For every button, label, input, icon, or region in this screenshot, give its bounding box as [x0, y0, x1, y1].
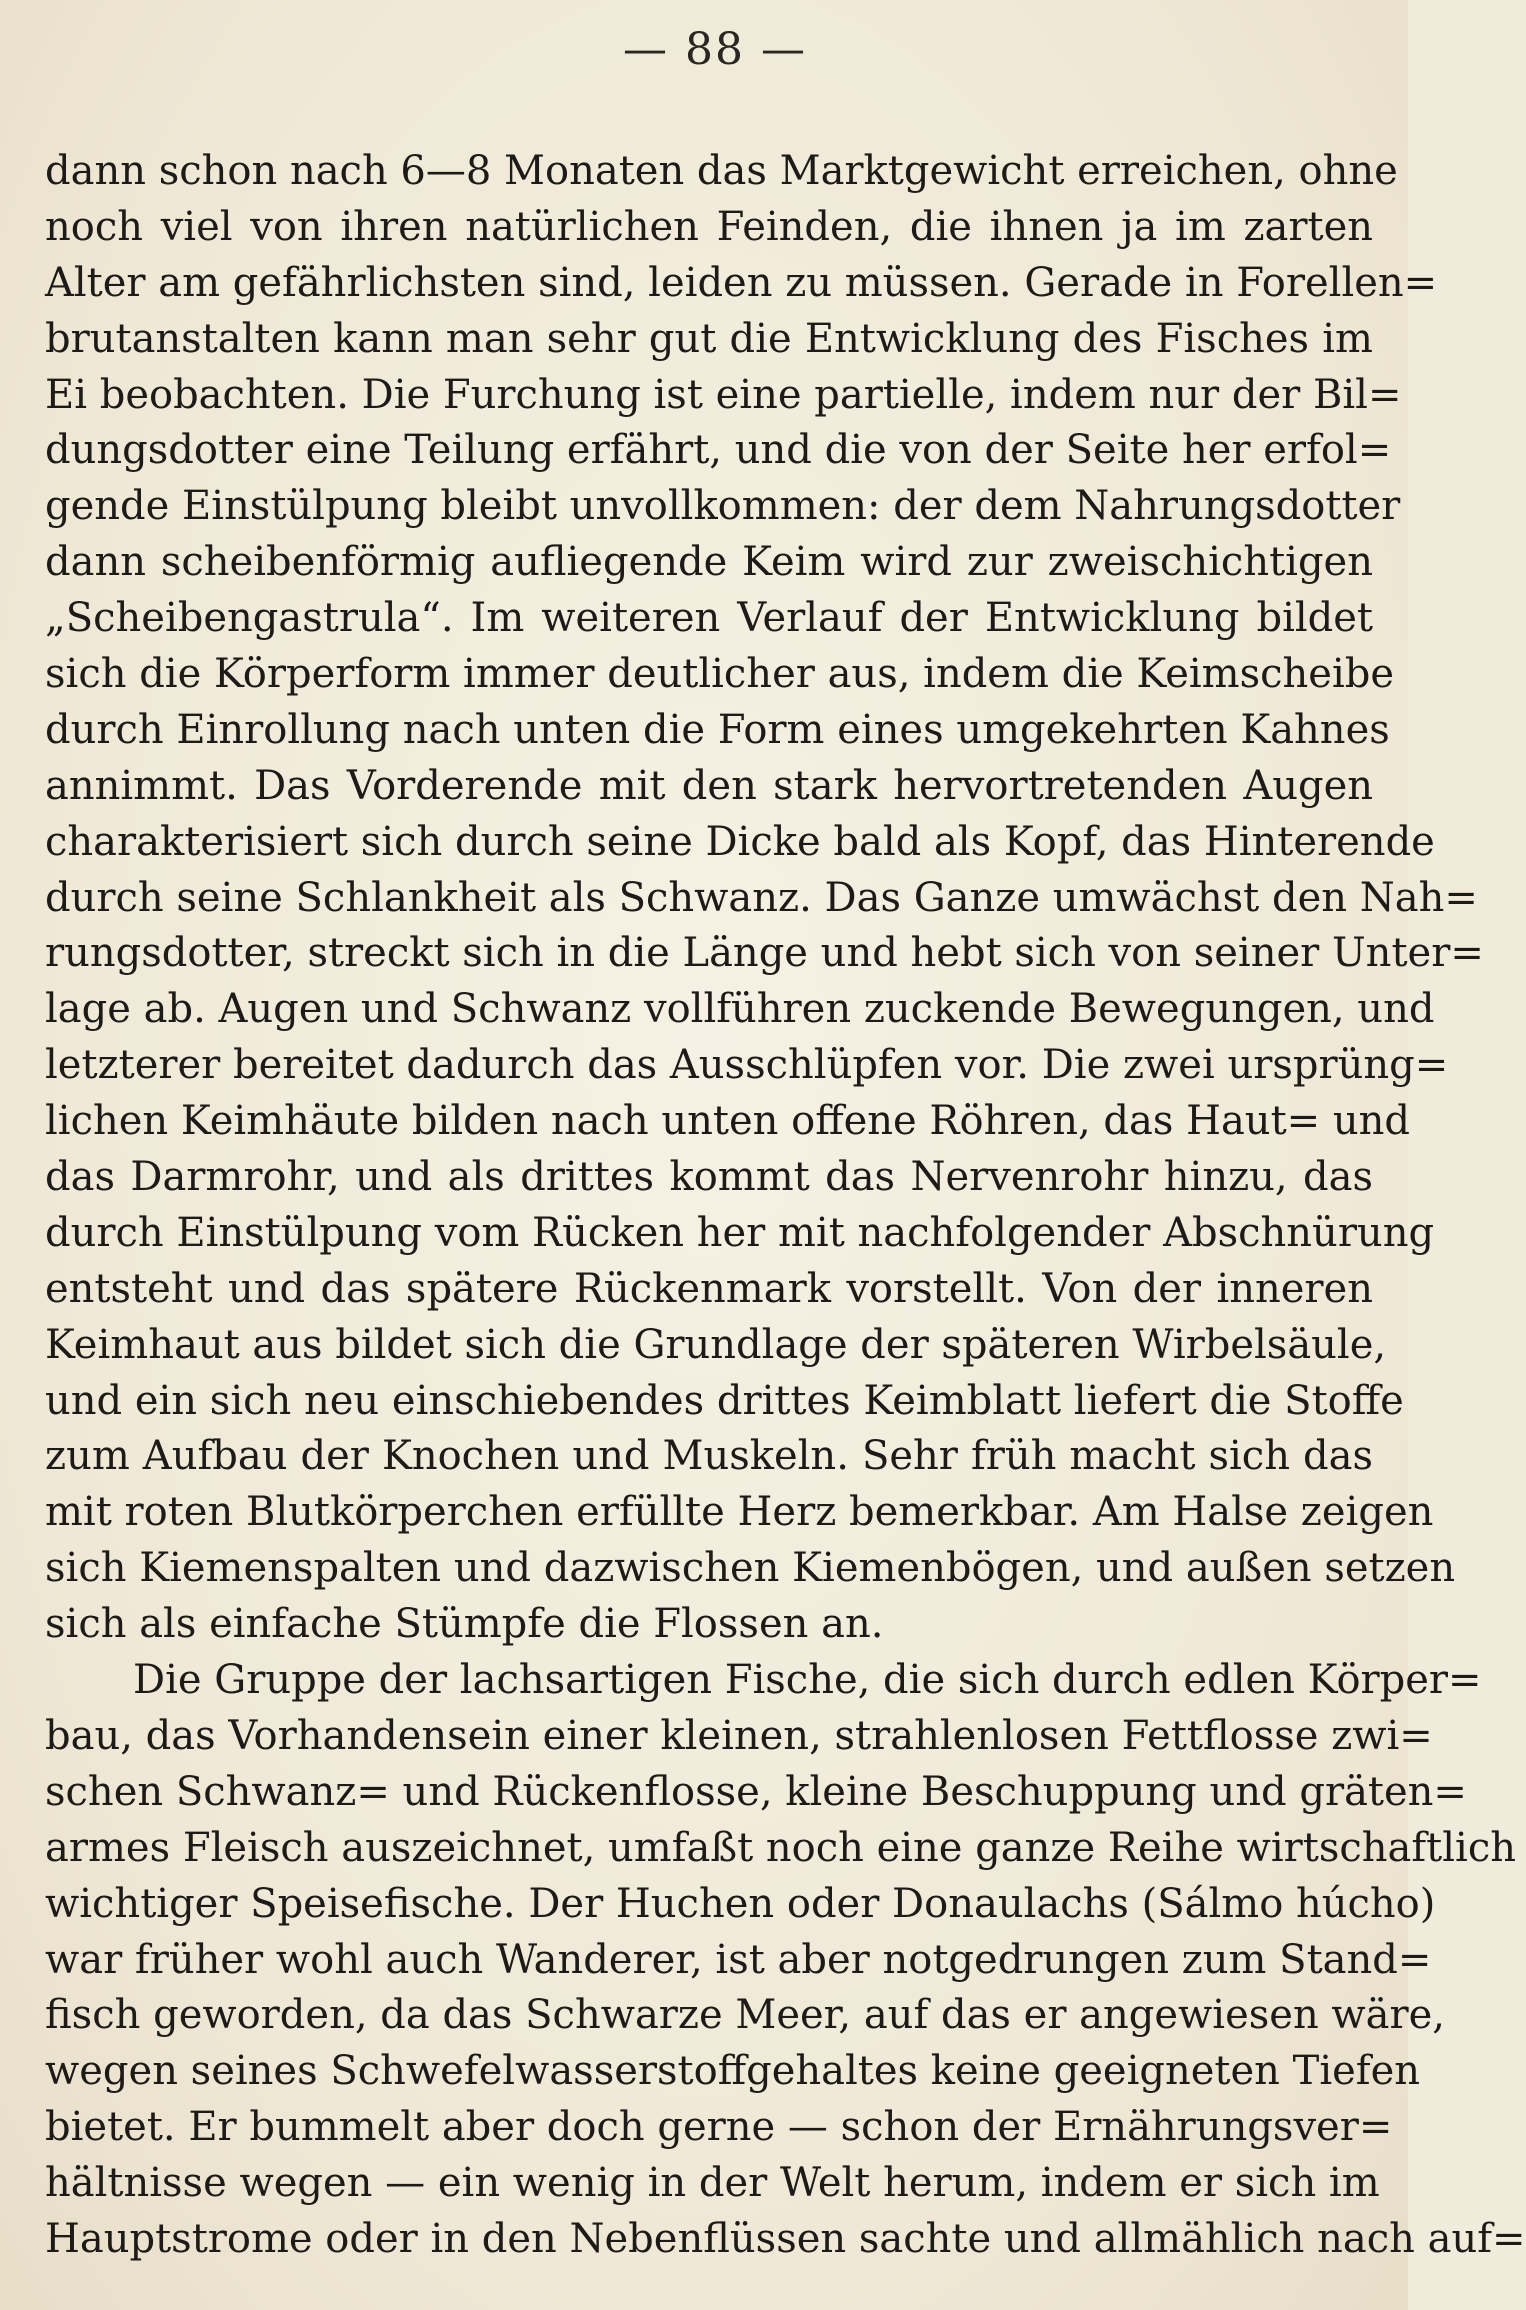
- paragraph-1: [45, 144, 1484, 1653]
- page-number: — 88 —: [623, 24, 807, 75]
- text-line: sich Kiemenspalten und dazwischen Kiemenbögen, und außen setzen: [45, 1545, 1456, 1592]
- text-line: war früher wohl auch Wanderer, ist aber notgedrungen zum Stand=: [45, 1936, 1432, 1983]
- text-line: armes Fleisch auszeichnet, umfaßt noch eine ganze Reihe wirtschaftlich: [45, 1824, 1516, 1871]
- text-line: durch Einstülpung vom Rücken her mit nachfolgender Abschnürung: [45, 1209, 1435, 1256]
- text-line: mit roten Blutkörperchen erfüllte Herz bemerkbar. Am Halse zeigen: [45, 1489, 1434, 1536]
- text-line: dann scheibenförmig aufliegende Keim wird zur zweischichtigen: [45, 539, 1373, 586]
- text-line: zum Aufbau der Knochen und Muskeln. Sehr früh macht sich das: [45, 1433, 1373, 1480]
- text-line: bau, das Vorhandensein einer kleinen, strahlenlosen Fettflosse zwi=: [45, 1712, 1433, 1759]
- text-line: schen Schwanz= und Rückenflosse, kleine Beschuppung und gräten=: [45, 1768, 1467, 1815]
- text-line: lichen Keimhäute bilden nach unten offene Röhren, das Haut= und: [45, 1098, 1410, 1145]
- text-line: Keimhaut aus bildet sich die Grundlage der späteren Wirbelsäule,: [45, 1321, 1387, 1368]
- text-line: sich die Körperform immer deutlicher aus, indem die Keimscheibe: [45, 651, 1395, 698]
- text-line: gende Einstülpung bleibt unvollkommen: der dem Nahrungsdotter: [45, 483, 1401, 530]
- text-line: lage ab. Augen und Schwanz vollführen zuckende Bewegungen, und: [45, 986, 1435, 1033]
- text-line: sich als einfache Stümpfe die Flossen an.: [45, 1601, 884, 1648]
- text-line: brutanstalten kann man sehr gut die Entwicklung des Fisches im: [45, 315, 1373, 362]
- text-line: Alter am gefährlichsten sind, leiden zu müssen. Gerade in Forellen=: [45, 259, 1438, 306]
- text-line: Hauptstrome oder in den Nebenflüssen sachte und allmählich nach auf=: [45, 2215, 1526, 2262]
- text-line: bietet. Er bummelt aber doch gerne — schon der Ernährungsver=: [45, 2104, 1393, 2151]
- text-line: durch Einrollung nach unten die Form eines umgekehrten Kahnes: [45, 706, 1390, 753]
- text-line: durch seine Schlankheit als Schwanz. Das Ganze umwächst den Nah=: [45, 874, 1478, 921]
- text-line: und ein sich neu einschiebendes drittes Keimblatt liefert die Stoffe: [45, 1377, 1404, 1424]
- text-line: hältnisse wegen — ein wenig in der Welt herum, indem er sich im: [45, 2160, 1380, 2207]
- paragraph-2: [45, 1653, 1526, 2268]
- text-line: noch viel von ihren natürlichen Feinden, die ihnen ja im zarten: [45, 203, 1373, 250]
- text-line: fisch geworden, da das Schwarze Meer, auf das er angewiesen wäre,: [45, 1992, 1446, 2039]
- text-line: „Scheibengastrula“. Im weiteren Verlauf der Entwicklung bildet: [45, 595, 1373, 642]
- text-line: letzterer bereitet dadurch das Ausschlüpfen vor. Die zwei ursprüng=: [45, 1042, 1449, 1089]
- text-line: Die Gruppe der lachsartigen Fische, die sich durch edlen Körper=: [133, 1657, 1482, 1704]
- body-text: [45, 144, 1526, 2268]
- text-line: annimmt. Das Vorderende mit den stark hervortretenden Augen: [45, 762, 1373, 809]
- text-line: dann schon nach 6—8 Monaten das Marktgewicht erreichen, ohne: [45, 148, 1398, 194]
- text-line: Ei beobachten. Die Furchung ist eine partielle, indem nur der Bil=: [45, 371, 1402, 418]
- text-line: wichtiger Speisefische. Der Huchen oder Donaulachs (Sálmo húcho): [45, 1880, 1436, 1927]
- text-line: rungsdotter, streckt sich in die Länge und hebt sich von seiner Unter=: [45, 930, 1484, 977]
- text-line: das Darmrohr, und als drittes kommt das Nervenrohr hinzu, das: [45, 1154, 1373, 1201]
- text-line: dungsdotter eine Teilung erfährt, und die von der Seite her erfol=: [45, 427, 1392, 474]
- text-line: charakterisiert sich durch seine Dicke bald als Kopf, das Hinterende: [45, 818, 1435, 865]
- text-line: wegen seines Schwefelwasserstoffgehaltes keine geeigneten Tiefen: [45, 2048, 1421, 2095]
- text-line: entsteht und das spätere Rückenmark vorstellt. Von der inneren: [45, 1265, 1373, 1312]
